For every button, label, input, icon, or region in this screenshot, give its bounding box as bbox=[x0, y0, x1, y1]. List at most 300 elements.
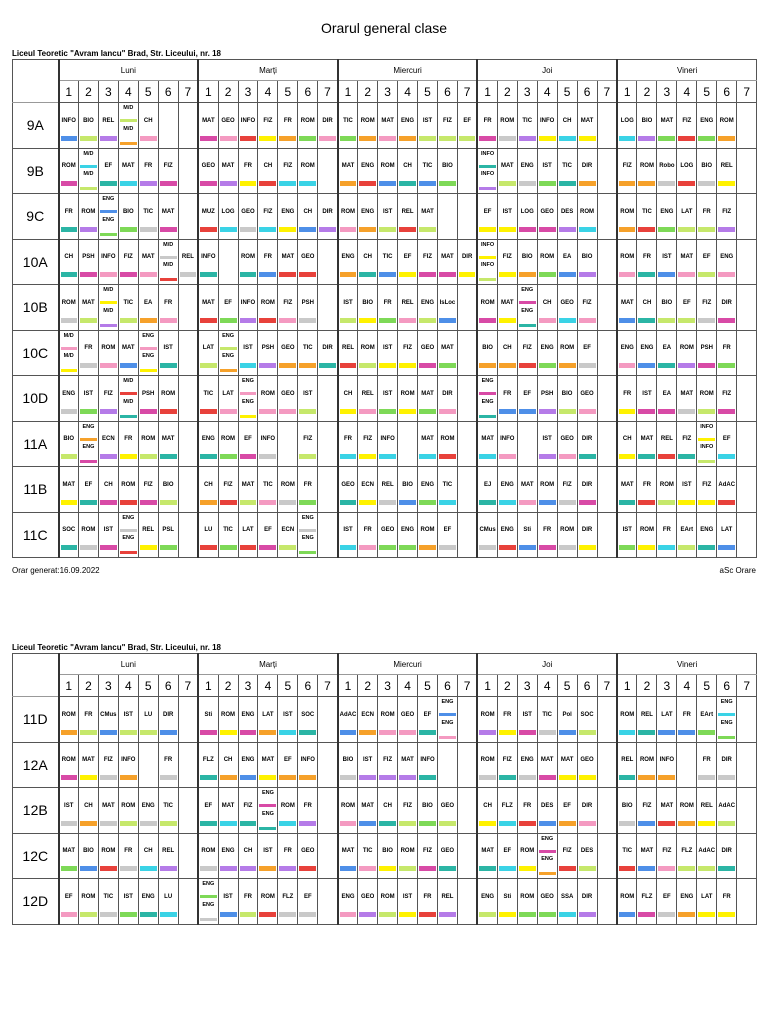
lesson-subject: BIO bbox=[342, 757, 354, 764]
lesson-cell bbox=[457, 697, 477, 743]
teacher-color-bar bbox=[499, 454, 516, 459]
teacher-color-bar bbox=[140, 272, 157, 277]
lesson-cell bbox=[298, 697, 318, 743]
teacher-color-bar bbox=[340, 181, 356, 186]
lesson-subject: IST bbox=[382, 390, 393, 397]
teacher-color-bar bbox=[140, 821, 157, 826]
teacher-color-bar bbox=[579, 866, 596, 871]
lesson-cell bbox=[697, 879, 717, 925]
teacher-color-bar bbox=[299, 454, 316, 459]
lesson-subject: IST bbox=[64, 802, 74, 809]
teacher-color-bar bbox=[61, 454, 77, 459]
lesson-subject: EA bbox=[144, 299, 153, 306]
lesson-cell bbox=[118, 742, 138, 788]
lesson-cell bbox=[278, 194, 298, 240]
lesson-cell bbox=[697, 742, 717, 788]
lesson-subject: ENG bbox=[521, 287, 534, 293]
teacher-color-bar bbox=[539, 912, 556, 917]
period-number: 7 bbox=[318, 675, 338, 697]
lesson-cell bbox=[557, 697, 577, 743]
lesson-subject: ROM bbox=[300, 117, 315, 124]
teacher-color-bar bbox=[220, 181, 237, 186]
teacher-color-bar bbox=[678, 181, 695, 186]
teacher-color-bar bbox=[658, 272, 675, 277]
teacher-color-bar bbox=[718, 545, 735, 550]
lesson-cell bbox=[697, 697, 717, 743]
teacher-color-bar bbox=[519, 136, 536, 141]
lesson-cell bbox=[557, 285, 577, 331]
lesson-subject: ENG bbox=[102, 196, 115, 202]
lesson-subject: LU bbox=[164, 893, 173, 900]
lesson-cell bbox=[178, 285, 198, 331]
lesson-subject: FR bbox=[503, 711, 512, 718]
lesson-cell bbox=[577, 697, 597, 743]
lesson-subject: ENG bbox=[541, 835, 554, 842]
teacher-color-bar bbox=[140, 500, 157, 505]
lesson-cell bbox=[418, 512, 438, 558]
teacher-color-bar bbox=[579, 227, 596, 232]
lesson-subject: ROM bbox=[620, 208, 635, 215]
lesson-subject: MAT bbox=[540, 757, 554, 764]
lesson-subject: REL bbox=[342, 345, 354, 352]
lesson-subject: ROM bbox=[61, 757, 76, 764]
lesson-cell bbox=[677, 421, 697, 467]
teacher-color-bar bbox=[579, 912, 596, 917]
lesson-subject: CH bbox=[143, 117, 153, 124]
lesson-subject: FIZ bbox=[163, 163, 173, 170]
teacher-color-bar bbox=[698, 775, 715, 780]
teacher-color-bar bbox=[160, 256, 177, 259]
lesson-cell bbox=[278, 879, 298, 925]
lesson-subject: INFO bbox=[201, 254, 216, 261]
lesson-cell bbox=[358, 194, 378, 240]
lesson-cell bbox=[218, 879, 238, 925]
teacher-color-bar bbox=[718, 227, 735, 232]
lesson-subject: MAT bbox=[221, 802, 235, 809]
lesson-cell bbox=[78, 879, 98, 925]
lesson-cell bbox=[78, 788, 98, 834]
teacher-color-bar bbox=[539, 454, 556, 459]
class-row bbox=[13, 285, 757, 331]
teacher-color-bar bbox=[519, 301, 536, 304]
teacher-color-bar bbox=[340, 227, 356, 232]
lesson-subject: ROM bbox=[540, 481, 555, 488]
lesson-subject: INFO bbox=[240, 117, 256, 124]
teacher-color-bar bbox=[299, 775, 316, 780]
lesson-subject: BIO bbox=[382, 848, 393, 855]
lesson-cell bbox=[657, 376, 677, 422]
lesson-cell bbox=[59, 788, 79, 834]
lesson-subject: ENG bbox=[242, 398, 254, 405]
lesson-subject: LOG bbox=[221, 208, 235, 215]
lesson-subject: MAT bbox=[241, 481, 255, 488]
lesson-subject: EF bbox=[663, 893, 671, 900]
lesson-cell bbox=[98, 879, 118, 925]
teacher-color-bar bbox=[499, 272, 516, 277]
teacher-color-bar bbox=[240, 730, 257, 735]
lesson-cell bbox=[198, 788, 218, 834]
lesson-cell bbox=[238, 742, 258, 788]
lesson-cell bbox=[697, 194, 717, 240]
teacher-color-bar bbox=[698, 460, 715, 463]
class-name: 9B bbox=[13, 148, 59, 194]
teacher-color-bar bbox=[658, 821, 675, 826]
lesson-cell bbox=[537, 421, 557, 467]
teacher-color-bar bbox=[379, 775, 396, 780]
lesson-subject: REL bbox=[381, 481, 394, 488]
lesson-subject: LAT bbox=[681, 208, 693, 215]
teacher-color-bar bbox=[359, 730, 376, 735]
teacher-color-bar bbox=[638, 545, 655, 550]
lesson-cell bbox=[398, 833, 418, 879]
teacher-color-bar bbox=[80, 136, 97, 141]
lesson-cell bbox=[717, 742, 737, 788]
lesson-cell bbox=[398, 467, 418, 513]
lesson-subject: BIO bbox=[661, 299, 673, 306]
teacher-color-bar bbox=[419, 500, 436, 505]
teacher-color-bar bbox=[619, 545, 635, 550]
lesson-subject: CH bbox=[303, 208, 313, 215]
lesson-cell bbox=[318, 194, 338, 240]
lesson-subject: ENG bbox=[361, 208, 375, 215]
teacher-color-bar bbox=[619, 409, 635, 414]
lesson-cell bbox=[338, 421, 358, 467]
teacher-color-bar bbox=[718, 363, 735, 368]
teacher-color-bar bbox=[619, 912, 635, 917]
lesson-subject: MAT bbox=[161, 436, 175, 443]
lesson-subject: TIC bbox=[203, 390, 214, 397]
lesson-cell bbox=[418, 788, 438, 834]
lesson-subject: TIC bbox=[163, 802, 173, 809]
lesson-subject: SOC bbox=[62, 527, 76, 534]
lesson-subject: MAT bbox=[501, 163, 514, 170]
lesson-subject: M/D bbox=[63, 353, 74, 360]
lesson-subject: M/D bbox=[163, 262, 174, 269]
lesson-subject: ENG bbox=[481, 398, 494, 405]
teacher-color-bar bbox=[419, 866, 436, 871]
teacher-color-bar bbox=[61, 545, 77, 550]
lesson-cell bbox=[98, 421, 118, 467]
lesson-cell bbox=[338, 742, 358, 788]
lesson-cell bbox=[437, 148, 457, 194]
lesson-subject: MAT bbox=[481, 848, 494, 855]
lesson-subject: Sti bbox=[523, 527, 532, 534]
teacher-color-bar bbox=[259, 318, 276, 323]
lesson-subject: EF bbox=[702, 254, 711, 261]
lesson-subject: FR bbox=[543, 527, 552, 534]
teacher-color-bar bbox=[100, 181, 117, 186]
teacher-color-bar bbox=[240, 272, 257, 277]
lesson-cell bbox=[497, 467, 517, 513]
lesson-cell bbox=[238, 376, 258, 422]
lesson-cell bbox=[98, 330, 118, 376]
lesson-subject: GEO bbox=[440, 802, 455, 809]
corner-cell bbox=[13, 60, 59, 103]
teacher-color-bar bbox=[658, 409, 675, 414]
lesson-cell bbox=[198, 697, 218, 743]
class-row bbox=[13, 148, 757, 194]
lesson-cell bbox=[677, 742, 697, 788]
lesson-cell bbox=[537, 512, 557, 558]
teacher-color-bar bbox=[678, 866, 695, 871]
lesson-subject: MAT bbox=[560, 757, 574, 764]
teacher-color-bar bbox=[559, 227, 576, 232]
teacher-color-bar bbox=[579, 272, 596, 277]
period-number: 2 bbox=[78, 675, 98, 697]
lesson-cell bbox=[597, 239, 617, 285]
teacher-color-bar bbox=[519, 324, 536, 327]
teacher-color-bar bbox=[319, 136, 336, 141]
lesson-cell bbox=[398, 788, 418, 834]
period-number: 5 bbox=[697, 81, 717, 103]
lesson-subject: EF bbox=[563, 802, 571, 809]
lesson-subject: REL bbox=[102, 117, 115, 124]
lesson-cell bbox=[398, 148, 418, 194]
teacher-color-bar bbox=[479, 912, 495, 917]
period-number: 2 bbox=[358, 675, 378, 697]
lesson-cell bbox=[218, 742, 238, 788]
lesson-cell bbox=[78, 421, 98, 467]
lesson-cell bbox=[198, 148, 218, 194]
teacher-color-bar bbox=[120, 821, 137, 826]
lesson-cell bbox=[637, 330, 657, 376]
lesson-subject: TIC bbox=[103, 893, 114, 900]
teacher-color-bar bbox=[658, 912, 675, 917]
lesson-cell bbox=[298, 330, 318, 376]
lesson-cell bbox=[557, 512, 577, 558]
class-row bbox=[13, 194, 757, 240]
lesson-subject: IST bbox=[223, 893, 233, 900]
lesson-subject: ECN bbox=[281, 527, 295, 534]
lesson-cell bbox=[537, 833, 557, 879]
teacher-color-bar bbox=[479, 500, 495, 505]
lesson-subject: ROM bbox=[639, 527, 654, 534]
teacher-color-bar bbox=[559, 545, 576, 550]
teacher-color-bar bbox=[698, 181, 715, 186]
lesson-subject: TIC bbox=[522, 117, 533, 124]
lesson-subject: ROM bbox=[360, 345, 375, 352]
period-number: 1 bbox=[338, 81, 358, 103]
class-name: 10B bbox=[13, 285, 59, 331]
teacher-color-bar bbox=[579, 318, 596, 323]
period-number: 2 bbox=[78, 81, 98, 103]
lesson-subject: TIC bbox=[382, 254, 393, 261]
lesson-cell bbox=[59, 421, 79, 467]
lesson-subject: M/D bbox=[123, 105, 134, 111]
lesson-cell bbox=[378, 788, 398, 834]
lesson-subject: ENG bbox=[301, 535, 314, 542]
teacher-color-bar bbox=[638, 730, 655, 735]
teacher-color-bar bbox=[479, 454, 495, 459]
lesson-subject: MAT bbox=[202, 117, 215, 124]
lesson-subject: ENG bbox=[700, 117, 714, 124]
lesson-subject: IST bbox=[303, 390, 313, 397]
teacher-color-bar bbox=[140, 347, 157, 350]
lesson-cell bbox=[477, 742, 497, 788]
lesson-cell bbox=[737, 376, 757, 422]
teacher-color-bar bbox=[499, 409, 516, 414]
lesson-cell bbox=[517, 194, 537, 240]
lesson-subject: GEO bbox=[560, 299, 574, 306]
lesson-subject: CH bbox=[483, 802, 492, 809]
lesson-cell bbox=[138, 833, 158, 879]
lesson-subject: TIC bbox=[642, 208, 652, 215]
lesson-cell bbox=[517, 742, 537, 788]
teacher-color-bar bbox=[619, 866, 635, 871]
lesson-subject: TIC bbox=[622, 848, 633, 855]
lesson-cell bbox=[637, 421, 657, 467]
lesson-cell bbox=[577, 879, 597, 925]
lesson-cell bbox=[657, 788, 677, 834]
lesson-cell bbox=[477, 148, 497, 194]
teacher-color-bar bbox=[299, 821, 316, 826]
lesson-subject: ROM bbox=[221, 436, 236, 443]
lesson-subject: FR bbox=[263, 254, 272, 261]
teacher-color-bar bbox=[279, 136, 296, 141]
lesson-cell bbox=[178, 742, 198, 788]
class-row bbox=[13, 239, 757, 285]
teacher-color-bar bbox=[579, 454, 596, 459]
lesson-cell bbox=[398, 376, 418, 422]
period-number: 3 bbox=[378, 81, 398, 103]
period-number: 5 bbox=[138, 81, 158, 103]
lesson-cell bbox=[477, 285, 497, 331]
lesson-cell bbox=[557, 239, 577, 285]
lesson-cell bbox=[437, 467, 457, 513]
lesson-subject: LAT bbox=[262, 711, 274, 718]
lesson-subject: ROM bbox=[341, 802, 355, 809]
lesson-subject: MAT bbox=[640, 848, 654, 855]
lesson-cell bbox=[178, 833, 198, 879]
lesson-subject: IST bbox=[662, 254, 672, 261]
lesson-subject: ROM bbox=[620, 711, 635, 718]
lesson-subject: DES bbox=[560, 208, 574, 215]
lesson-cell bbox=[657, 833, 677, 879]
teacher-color-bar bbox=[718, 866, 735, 871]
lesson-cell bbox=[577, 330, 597, 376]
teacher-color-bar bbox=[479, 136, 495, 141]
teacher-color-bar bbox=[61, 347, 77, 350]
lesson-cell bbox=[198, 330, 218, 376]
period-number: 4 bbox=[118, 675, 138, 697]
lesson-cell bbox=[59, 879, 79, 925]
lesson-subject: FR bbox=[702, 208, 711, 215]
lesson-cell bbox=[677, 697, 697, 743]
teacher-color-bar bbox=[638, 454, 655, 459]
lesson-subject: ROM bbox=[141, 436, 156, 443]
lesson-subject: EF bbox=[104, 163, 113, 170]
lesson-cell bbox=[298, 879, 318, 925]
period-number: 7 bbox=[178, 675, 198, 697]
lesson-cell bbox=[637, 103, 657, 149]
lesson-cell bbox=[258, 194, 278, 240]
lesson-cell bbox=[677, 285, 697, 331]
lesson-subject: FIZ bbox=[383, 757, 393, 764]
lesson-subject: M/D bbox=[83, 171, 94, 178]
teacher-color-bar bbox=[579, 181, 596, 186]
class-name: 9A bbox=[13, 103, 59, 149]
lesson-cell bbox=[437, 788, 457, 834]
teacher-color-bar bbox=[519, 730, 536, 735]
lesson-cell bbox=[717, 421, 737, 467]
lesson-cell bbox=[218, 194, 238, 240]
period-number: 7 bbox=[737, 675, 757, 697]
lesson-subject: IST bbox=[622, 527, 632, 534]
lesson-cell bbox=[238, 285, 258, 331]
teacher-color-bar bbox=[479, 318, 495, 323]
lesson-cell bbox=[338, 239, 358, 285]
teacher-color-bar bbox=[479, 256, 495, 259]
lesson-subject: GEO bbox=[540, 893, 554, 900]
lesson-cell bbox=[677, 376, 697, 422]
teacher-color-bar bbox=[240, 136, 257, 141]
teacher-color-bar bbox=[678, 500, 695, 505]
lesson-subject: FR bbox=[642, 481, 651, 488]
lesson-subject: IST bbox=[123, 711, 133, 718]
teacher-color-bar bbox=[579, 136, 596, 141]
lesson-subject: ROM bbox=[300, 163, 315, 170]
lesson-cell bbox=[198, 194, 218, 240]
class-name: 12D bbox=[13, 879, 59, 925]
lesson-subject: ROM bbox=[61, 299, 76, 306]
lesson-subject: ROM bbox=[61, 163, 76, 170]
teacher-color-bar bbox=[61, 272, 77, 277]
lesson-subject: MAT bbox=[620, 299, 634, 306]
lesson-cell bbox=[617, 697, 637, 743]
teacher-color-bar bbox=[439, 454, 456, 459]
lesson-subject: REL bbox=[162, 848, 175, 855]
lesson-subject: ROM bbox=[620, 254, 635, 261]
lesson-cell bbox=[358, 467, 378, 513]
lesson-cell bbox=[318, 239, 338, 285]
teacher-color-bar bbox=[718, 454, 735, 459]
lesson-cell bbox=[418, 833, 438, 879]
lesson-subject: EF bbox=[722, 436, 731, 443]
lesson-subject: Sti bbox=[503, 893, 512, 900]
lesson-subject: INFO bbox=[700, 423, 714, 430]
teacher-color-bar bbox=[340, 912, 356, 917]
lesson-subject: FIZ bbox=[562, 481, 572, 488]
lesson-cell bbox=[118, 512, 138, 558]
period-number: 4 bbox=[258, 81, 278, 103]
teacher-color-bar bbox=[120, 181, 137, 186]
lesson-subject: MAT bbox=[441, 254, 454, 261]
teacher-color-bar bbox=[479, 392, 495, 395]
lesson-subject: FR bbox=[84, 345, 93, 352]
teacher-color-bar bbox=[559, 730, 576, 735]
lesson-subject: GEO bbox=[380, 527, 395, 534]
teacher-color-bar bbox=[61, 821, 77, 826]
lesson-subject: REL bbox=[142, 527, 155, 534]
teacher-color-bar bbox=[100, 324, 117, 327]
lesson-cell bbox=[338, 788, 358, 834]
lesson-cell bbox=[717, 330, 737, 376]
lesson-subject: FIZ bbox=[722, 208, 732, 215]
teacher-color-bar bbox=[120, 227, 137, 232]
lesson-subject: CH bbox=[383, 802, 392, 809]
lesson-cell bbox=[398, 421, 418, 467]
teacher-color-bar bbox=[439, 545, 456, 550]
period-number: 1 bbox=[338, 675, 358, 697]
lesson-cell bbox=[597, 697, 617, 743]
lesson-cell bbox=[98, 194, 118, 240]
lesson-cell bbox=[178, 697, 198, 743]
teacher-color-bar bbox=[658, 136, 675, 141]
lesson-subject: ENG bbox=[700, 527, 714, 534]
teacher-color-bar bbox=[698, 272, 715, 277]
lesson-cell bbox=[477, 697, 497, 743]
lesson-cell bbox=[138, 285, 158, 331]
